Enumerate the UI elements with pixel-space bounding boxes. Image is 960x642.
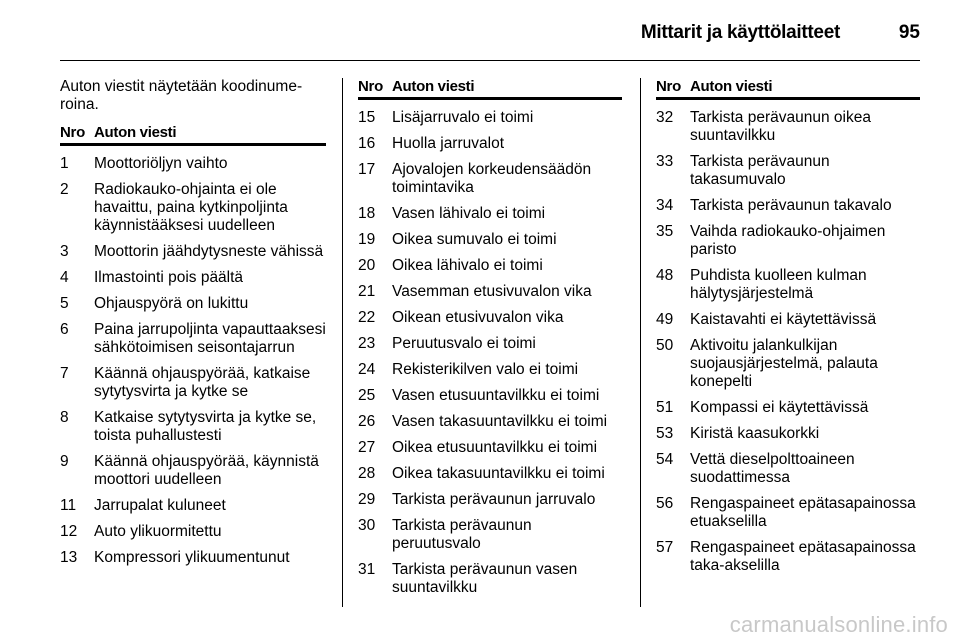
message-text: Vasen lähivalo ei toimi: [392, 205, 546, 222]
message-number: 7: [60, 365, 69, 382]
message-number: 27: [358, 439, 376, 456]
message-number: 28: [358, 465, 376, 482]
message-number: 9: [60, 453, 69, 470]
table-row: [358, 161, 622, 197]
message-text: Kompressori ylikuumentunut: [94, 549, 290, 566]
message-text: Moottorin jäähdytysneste vähissä: [94, 243, 324, 260]
message-text: Jarrupalat kuluneet: [94, 497, 226, 514]
message-number: 57: [656, 539, 674, 556]
table-row: [60, 295, 326, 313]
message-number: 49: [656, 311, 674, 328]
message-text: Tarkista perävaunun vasen suuntavilkku: [392, 561, 578, 596]
message-number: 3: [60, 243, 69, 260]
message-number: 6: [60, 321, 69, 338]
message-number: 2: [60, 181, 69, 198]
message-number: 56: [656, 495, 674, 512]
table-row: [358, 205, 622, 223]
table-header: [60, 124, 326, 146]
message-text: Tarkista perävaunun takasumuvalo: [690, 153, 830, 188]
table-row: [358, 387, 622, 405]
table-header: [656, 78, 920, 100]
message-number: 31: [358, 561, 376, 578]
table-row: [358, 561, 622, 597]
message-text: Ilmastointi pois päältä: [94, 269, 244, 286]
header-message: Auton viesti: [690, 78, 773, 95]
message-number: 29: [358, 491, 376, 508]
message-text: Tarkista perävaunun peruutusvalo: [392, 517, 532, 552]
table-row: [656, 425, 920, 443]
message-text: Huolla jarruvalot: [392, 135, 504, 152]
message-text: Radiokauko-ohjainta ei ole havaittu, paina kytkinpoljinta käynnistääksesi uudelleen: [94, 181, 288, 234]
message-number: 15: [358, 109, 376, 126]
header-nro: Nro: [656, 78, 681, 95]
table-row: [358, 413, 622, 431]
message-number: 48: [656, 267, 674, 284]
message-number: 30: [358, 517, 376, 534]
message-text: Oikean etusivuvalon vika: [392, 309, 564, 326]
header-message: Auton viesti: [392, 78, 475, 95]
message-list: [656, 109, 920, 575]
header-message: Auton viesti: [94, 124, 177, 141]
message-text: Rekisterikilven valo ei toimi: [392, 361, 579, 378]
table-row: [358, 335, 622, 353]
message-text: Vasemman etusivuvalon vika: [392, 283, 592, 300]
message-number: 33: [656, 153, 674, 170]
message-text: Ajovalojen korkeudensäädön toimintavika: [392, 161, 592, 196]
header-nro: Nro: [358, 78, 383, 95]
message-text: Vettä dieselpolttoaineen suodattimessa: [690, 451, 855, 486]
section-title: Mittarit ja käyttölaitteet: [640, 22, 840, 43]
message-number: 4: [60, 269, 69, 286]
table-row: [60, 321, 326, 357]
message-number: 18: [358, 205, 376, 222]
message-number: 34: [656, 197, 674, 214]
message-number: 11: [60, 497, 77, 514]
table-row: [656, 109, 920, 145]
message-text: Puhdista kuolleen kulman hälytysjärjestelmä: [690, 267, 867, 302]
table-row: [60, 523, 326, 541]
table-row: [358, 491, 622, 509]
message-list: [60, 155, 326, 567]
table-row: [656, 337, 920, 391]
message-text: Rengaspaineet epätasapainossa taka-akselilla: [690, 539, 916, 574]
table-row: [656, 399, 920, 417]
message-text: Lisäjarruvalo ei toimi: [392, 109, 534, 126]
message-text: Kompassi ei käytettävissä: [690, 399, 869, 416]
message-number: 32: [656, 109, 674, 126]
message-number: 19: [358, 231, 376, 248]
table-row: [358, 109, 622, 127]
table-row: [656, 539, 920, 575]
table-row: [656, 153, 920, 189]
message-text: Rengaspaineet epätasapainossa etuakselilla: [690, 495, 916, 530]
table-row: [60, 453, 326, 489]
table-row: [60, 181, 326, 235]
message-text: Aktivoitu jalankulkijan suojausjärjestelmä, palauta konepelti: [690, 337, 878, 390]
message-number: 23: [358, 335, 376, 352]
table-row: [60, 269, 326, 287]
table-row: [60, 497, 326, 515]
message-number: 51: [656, 399, 674, 416]
message-text: Vasen etusuuntavilkku ei toimi: [392, 387, 600, 404]
column-1: [60, 78, 326, 575]
message-text: Tarkista perävaunun takavalo: [690, 197, 892, 214]
table-row: [656, 197, 920, 215]
table-row: [358, 439, 622, 457]
message-number: 1: [60, 155, 69, 172]
table-row: [358, 361, 622, 379]
message-number: 54: [656, 451, 674, 468]
message-number: 22: [358, 309, 376, 326]
message-number: 17: [358, 161, 376, 178]
message-text: Oikea takasuuntavilkku ei toimi: [392, 465, 605, 482]
table-row: [656, 223, 920, 259]
message-text: Oikea sumuvalo ei toimi: [392, 231, 557, 248]
page-number: 95: [898, 22, 920, 43]
column-3: [656, 78, 920, 583]
table-row: [656, 451, 920, 487]
message-text: Tarkista perävaunun jarruvalo: [392, 491, 596, 508]
message-text: Peruutusvalo ei toimi: [392, 335, 536, 352]
message-number: 21: [358, 283, 376, 300]
header-nro: Nro: [60, 124, 85, 141]
message-text: Käännä ohjauspyörää, katkaise sytytysvirta ja kytke se: [94, 365, 311, 400]
watermark: carmanualsonline.info: [729, 612, 948, 637]
column-2: [358, 78, 622, 605]
table-row: [358, 257, 622, 275]
table-row: [656, 311, 920, 329]
message-text: Kaistavahti ei käytettävissä: [690, 311, 877, 328]
table-row: [358, 231, 622, 249]
table-row: [60, 155, 326, 173]
page-header: [60, 14, 920, 58]
message-text: Auto ylikuormitettu: [94, 523, 222, 540]
table-row: [656, 267, 920, 303]
table-row: [358, 135, 622, 153]
table-row: [60, 409, 326, 445]
message-number: 12: [60, 523, 78, 540]
message-text: Kiristä kaasukorkki: [690, 425, 820, 442]
table-row: [358, 517, 622, 553]
message-text: Katkaise sytytysvirta ja kytke se, toista puhallustesti: [94, 409, 317, 444]
message-number: 5: [60, 295, 69, 312]
table-row: [60, 549, 326, 567]
message-text: Moottoriöljyn vaihto: [94, 155, 228, 172]
message-text: Ohjauspyörä on lukittu: [94, 295, 249, 312]
message-list: [358, 109, 622, 597]
column-divider: [640, 78, 641, 607]
message-text: Vaihda radiokauko-ohjaimen paristo: [690, 223, 886, 258]
message-number: 26: [358, 413, 376, 430]
message-number: 53: [656, 425, 674, 442]
message-number: 8: [60, 409, 69, 426]
column-divider: [342, 78, 343, 607]
table-row: [60, 365, 326, 401]
message-text: Oikea lähivalo ei toimi: [392, 257, 543, 274]
header-divider: [60, 60, 920, 61]
message-number: 35: [656, 223, 674, 240]
message-text: Oikea etusuuntavilkku ei toimi: [392, 439, 598, 456]
table-row: [656, 495, 920, 531]
table-row: [60, 243, 326, 261]
message-text: Vasen takasuuntavilkku ei toimi: [392, 413, 608, 430]
table-header: [358, 78, 622, 100]
message-number: 24: [358, 361, 376, 378]
message-text: Tarkista perävaunun oikea suuntavilkku: [690, 109, 871, 144]
message-number: 50: [656, 337, 674, 354]
message-number: 13: [60, 549, 78, 566]
table-row: [358, 465, 622, 483]
message-text: Käännä ohjauspyörää, käynnistä moottori uudelleen: [94, 453, 319, 488]
table-row: [358, 283, 622, 301]
message-number: 16: [358, 135, 376, 152]
table-row: [358, 309, 622, 327]
intro-text: Auton viestit näytetään koodinumeroina.: [60, 78, 303, 113]
message-number: 20: [358, 257, 376, 274]
message-number: 25: [358, 387, 376, 404]
message-text: Paina jarrupoljinta vapauttaaksesi sähkötoimisen seisontajarrun: [94, 321, 326, 356]
